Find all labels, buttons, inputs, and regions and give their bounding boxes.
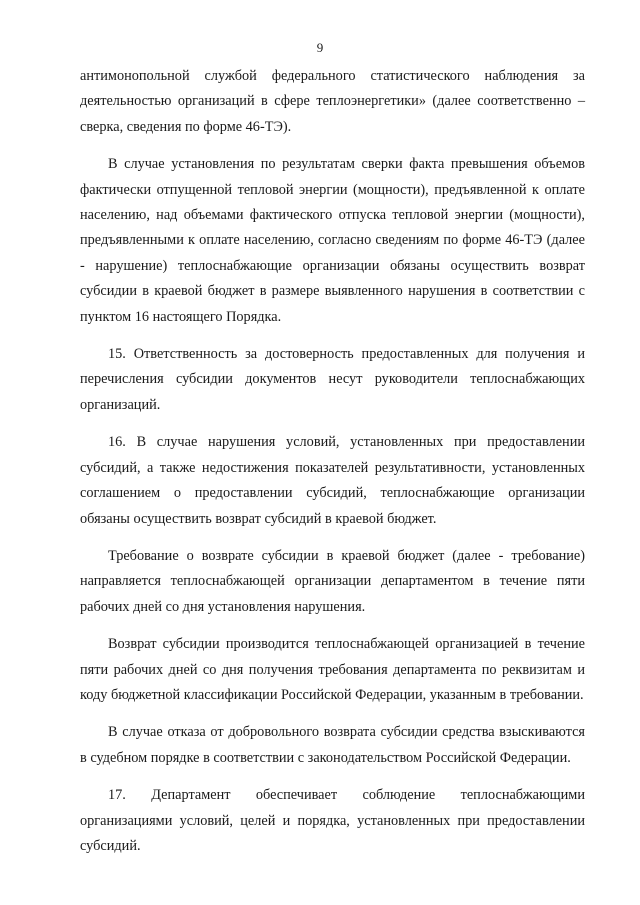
paragraph-continuation: антимонопольной службой федерального статистического наблюдения за деятельностью организаций в сфере теплоэнергетики» (далее соответственно – сверка, сведения по форме 46-ТЭ). <box>80 68 585 135</box>
paragraph-return: Возврат субсидии производится теплоснабжающей организацией в течение пяти рабочих дней со дня получения требования департамента по реквизитам и коду бюджетной классификации Российской Федерации, указанным в требовании. <box>80 636 585 703</box>
page-number: 9 <box>316 40 324 55</box>
paragraph-17: 17. Департамент обеспечивает соблюдение теплоснабжающими организациями условий, целей и порядка, установленных при предоставлении субсидий. <box>80 787 585 854</box>
paragraph-15: 15. Ответственность за достоверность предоставленных для получения и перечисления субсидии документов несут руководители теплоснабжающих организаций. <box>80 346 585 413</box>
paragraph-16: 16. В случае нарушения условий, установленных при предоставлении субсидий, а также недостижения показателей результативности, установленных соглашением о предоставлении субсидий, теплоснабжающие организации обязаны осуществить возврат субсидий в краевой бюджет. <box>80 434 585 527</box>
paragraph-requirement: Требование о возврате субсидии в краевой бюджет (далее - требование) направляется теплоснабжающей организации департаментом в течение пяти рабочих дней со дня установления нарушения. <box>80 547 585 615</box>
paragraph-violation: В случае установления по результатам сверки факта превышения объемов фактически отпущенной тепловой энергии (мощности), предъявленной к оплате населению, над объемами фактического отпуска тепловой энергии (мощности), предъявленными к оплате населению, согласно сведениям по форме 46-ТЭ (далее - нарушение) теплоснабжающие организации обязаны осуществить возврат субсидии в краевой бюджет в размере выявленного нарушения в соответствии с пунктом 16 настоящего Порядка. <box>80 156 585 325</box>
document-body <box>80 64 585 871</box>
paragraph-refusal: В случае отказа от добровольного возврата субсидии средства взыскиваются в судебном порядке в соответствии с законодательством Российской Федерации. <box>80 724 585 766</box>
